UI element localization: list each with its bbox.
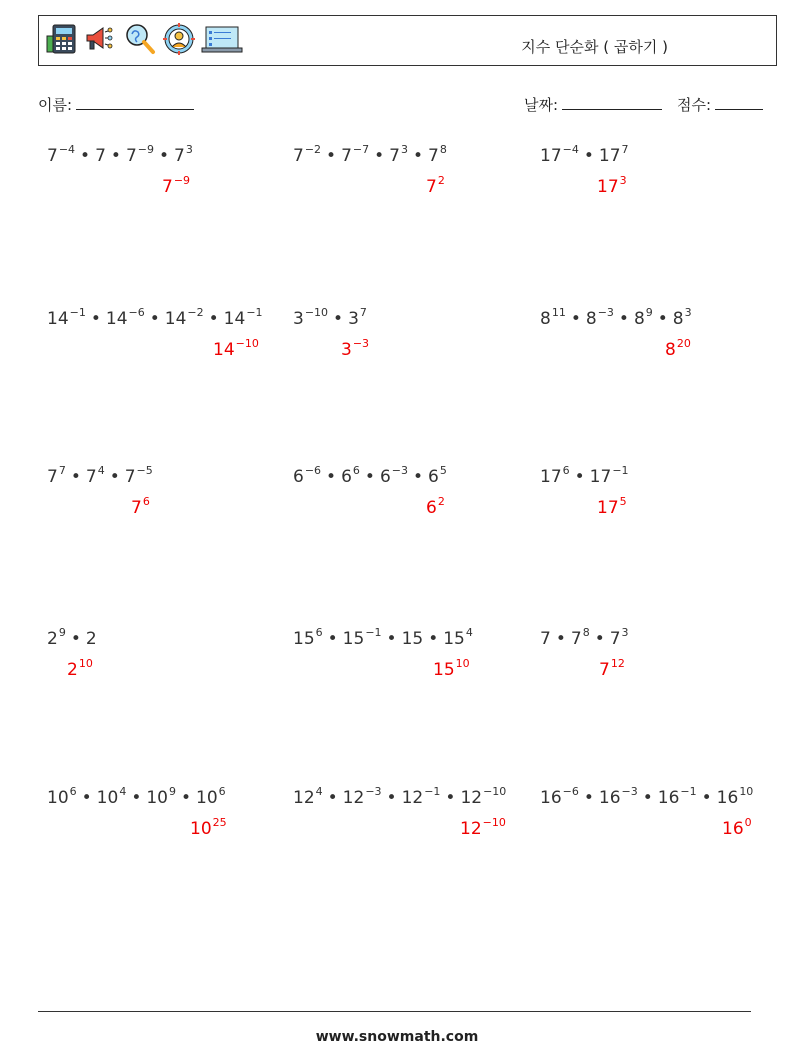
base: 2 — [85, 629, 97, 649]
multiply-dot: • — [80, 146, 91, 166]
base: 14 — [164, 309, 187, 329]
exponent: 25 — [212, 816, 227, 829]
base: 12 — [342, 788, 365, 808]
multiply-dot: • — [333, 309, 344, 329]
multiply-dot: • — [70, 467, 81, 487]
multiply-dot: • — [90, 309, 101, 329]
base: 7 — [162, 177, 173, 197]
calculator-icon — [45, 22, 79, 56]
exponent: 3 — [619, 174, 627, 187]
base: 7 — [95, 146, 106, 166]
exponent: 2 — [437, 174, 445, 187]
answer — [460, 816, 506, 839]
name-field[interactable] — [38, 94, 194, 115]
exponent: 3 — [621, 626, 629, 639]
date-blank[interactable] — [562, 95, 662, 110]
base: 12 — [460, 788, 483, 808]
exponent: 4 — [315, 785, 323, 798]
answer — [426, 495, 445, 518]
problem-expression — [540, 464, 629, 487]
base: 7 — [540, 629, 551, 649]
exponent: 6 — [142, 495, 150, 508]
multiply-dot: • — [386, 788, 397, 808]
problem-expression — [293, 785, 507, 808]
date-label: 날짜: — [524, 96, 559, 114]
exponent: 4 — [119, 785, 127, 798]
multiply-dot: • — [158, 146, 170, 166]
footer-url: www.snowmath.com — [315, 1029, 479, 1045]
base: 10 — [196, 788, 218, 808]
multiply-dot: • — [412, 467, 424, 487]
problem-expression — [540, 626, 629, 649]
user-target-icon — [162, 22, 196, 56]
answer — [426, 174, 445, 197]
multiply-dot: • — [701, 788, 712, 808]
multiply-dot: • — [81, 788, 92, 808]
exponent: −2 — [304, 143, 322, 156]
multiply-dot: • — [657, 309, 668, 329]
base: 6 — [426, 498, 437, 518]
exponent: 20 — [676, 337, 691, 350]
exponent: 10 — [455, 657, 470, 670]
problem-expression — [47, 143, 193, 166]
exponent: 10 — [78, 657, 93, 670]
exponent: −1 — [246, 306, 263, 319]
base: 14 — [47, 309, 69, 329]
exponent: −1 — [69, 306, 86, 319]
multiply-dot: • — [110, 146, 121, 166]
base: 6 — [428, 467, 439, 487]
exponent: −10 — [235, 337, 259, 350]
exponent: 11 — [551, 306, 566, 319]
base: 8 — [633, 309, 645, 329]
multiply-dot: • — [326, 467, 337, 487]
multiply-dot: • — [642, 788, 653, 808]
score-label: 점수: — [677, 96, 712, 114]
base: 8 — [540, 309, 551, 329]
exponent: 9 — [168, 785, 176, 798]
magnifier-icon — [123, 22, 157, 56]
base: 10 — [96, 788, 119, 808]
base: 17 — [597, 177, 619, 197]
answer — [665, 337, 691, 360]
multiply-dot: • — [618, 309, 629, 329]
exponent: −4 — [58, 143, 76, 156]
base: 2 — [47, 629, 58, 649]
problem-expression — [47, 785, 226, 808]
multiply-dot: • — [327, 788, 338, 808]
base: 7 — [125, 146, 137, 166]
megaphone-icon — [84, 22, 118, 56]
score-field[interactable] — [677, 94, 763, 115]
base: 17 — [589, 467, 612, 487]
base: 15 — [401, 629, 424, 649]
base: 12 — [460, 819, 482, 839]
base: 16 — [598, 788, 621, 808]
multiply-dot: • — [583, 788, 594, 808]
exponent: −1 — [365, 626, 382, 639]
answer — [67, 657, 93, 680]
base: 7 — [599, 660, 610, 680]
base: 3 — [341, 340, 352, 360]
base: 7 — [570, 629, 582, 649]
exponent: 6 — [315, 626, 323, 639]
exponent: 3 — [185, 143, 193, 156]
answer — [597, 174, 627, 197]
base: 8 — [585, 309, 597, 329]
exponent: −1 — [424, 785, 441, 798]
problem-expression — [540, 785, 754, 808]
base: 16 — [657, 788, 680, 808]
exponent: 7 — [359, 306, 367, 319]
exponent: −3 — [352, 337, 370, 350]
footer-divider — [38, 1011, 751, 1012]
base: 15 — [443, 629, 465, 649]
exponent: 9 — [58, 626, 66, 639]
answer — [599, 657, 625, 680]
exponent: 7 — [621, 143, 629, 156]
base: 8 — [665, 340, 676, 360]
answer — [597, 495, 627, 518]
exponent: −6 — [304, 464, 322, 477]
exponent: −9 — [173, 174, 191, 187]
exponent: −7 — [352, 143, 370, 156]
exponent: 0 — [744, 816, 752, 829]
name-blank[interactable] — [76, 95, 194, 110]
answer — [341, 337, 370, 360]
date-field[interactable] — [524, 94, 662, 115]
exponent: −4 — [562, 143, 579, 156]
exponent: −3 — [621, 785, 638, 798]
base: 12 — [401, 788, 424, 808]
exponent: 3 — [400, 143, 408, 156]
multiply-dot: • — [326, 146, 337, 166]
exponent: −1 — [680, 785, 697, 798]
base: 17 — [597, 498, 619, 518]
worksheet-title: 지수 단순화 ( 곱하기 ) — [521, 38, 668, 56]
base: 7 — [426, 177, 437, 197]
answer — [433, 657, 470, 680]
multiply-dot: • — [327, 629, 338, 649]
exponent: −6 — [128, 306, 145, 319]
base: 15 — [342, 629, 365, 649]
exponent: −10 — [304, 306, 329, 319]
name-label: 이름: — [38, 96, 73, 114]
multiply-dot: • — [208, 309, 219, 329]
multiply-dot: • — [109, 467, 120, 487]
base: 7 — [609, 629, 621, 649]
exponent: 12 — [610, 657, 625, 670]
laptop-icon — [201, 22, 243, 56]
multiply-dot: • — [574, 467, 585, 487]
problem-expression — [293, 143, 447, 166]
base: 3 — [293, 309, 304, 329]
base: 2 — [67, 660, 78, 680]
base: 6 — [379, 467, 391, 487]
problem-expression — [540, 143, 629, 166]
multiply-dot: • — [570, 309, 581, 329]
exponent: −10 — [482, 816, 506, 829]
answer — [162, 174, 191, 197]
exponent: 5 — [619, 495, 627, 508]
multiply-dot: • — [412, 146, 424, 166]
base: 12 — [293, 788, 315, 808]
exponent: 6 — [352, 464, 360, 477]
score-blank[interactable] — [715, 95, 763, 110]
base: 15 — [433, 660, 455, 680]
base: 17 — [598, 146, 621, 166]
multiply-dot: • — [594, 629, 605, 649]
exponent: 10 — [739, 785, 754, 798]
multiply-dot: • — [583, 146, 594, 166]
exponent: 4 — [97, 464, 105, 477]
exponent: 9 — [645, 306, 653, 319]
base: 7 — [124, 467, 136, 487]
exponent: 7 — [58, 464, 66, 477]
multiply-dot: • — [364, 467, 375, 487]
exponent: 6 — [218, 785, 226, 798]
base: 15 — [293, 629, 315, 649]
multiply-dot: • — [70, 629, 81, 649]
exponent: −3 — [391, 464, 408, 477]
header-icons — [45, 22, 243, 56]
base: 14 — [213, 340, 235, 360]
exponent: −3 — [365, 785, 382, 798]
multiply-dot: • — [131, 788, 142, 808]
multiply-dot: • — [149, 309, 160, 329]
base: 16 — [716, 788, 739, 808]
base: 10 — [146, 788, 168, 808]
exponent: −3 — [597, 306, 614, 319]
base: 7 — [174, 146, 185, 166]
base: 8 — [672, 309, 684, 329]
base: 7 — [47, 146, 58, 166]
base: 7 — [341, 146, 352, 166]
exponent: −6 — [562, 785, 579, 798]
multiply-dot: • — [386, 629, 397, 649]
problem-expression — [293, 464, 447, 487]
base: 7 — [389, 146, 400, 166]
base: 10 — [47, 788, 69, 808]
base: 14 — [105, 309, 128, 329]
problem-expression — [47, 464, 153, 487]
exponent: −1 — [612, 464, 629, 477]
multiply-dot: • — [445, 788, 456, 808]
answer — [190, 816, 227, 839]
base: 7 — [85, 467, 97, 487]
answer — [131, 495, 150, 518]
base: 7 — [131, 498, 142, 518]
exponent: 2 — [437, 495, 445, 508]
base: 16 — [540, 788, 562, 808]
exponent: 8 — [582, 626, 590, 639]
multiply-dot: • — [180, 788, 192, 808]
base: 3 — [348, 309, 359, 329]
exponent: 6 — [69, 785, 77, 798]
base: 7 — [293, 146, 304, 166]
exponent: −9 — [137, 143, 154, 156]
exponent: −5 — [136, 464, 153, 477]
multiply-dot: • — [555, 629, 566, 649]
base: 6 — [293, 467, 304, 487]
exponent: 3 — [684, 306, 692, 319]
base: 17 — [540, 146, 562, 166]
base: 7 — [428, 146, 439, 166]
exponent: 6 — [562, 464, 570, 477]
exponent: −10 — [483, 785, 507, 798]
exponent: 8 — [439, 143, 447, 156]
base: 10 — [190, 819, 212, 839]
problem-expression — [47, 626, 97, 649]
base: 6 — [341, 467, 352, 487]
base: 16 — [722, 819, 744, 839]
base: 14 — [223, 309, 246, 329]
exponent: 5 — [439, 464, 447, 477]
problem-expression — [540, 306, 692, 329]
problem-expression — [293, 626, 473, 649]
base: 7 — [47, 467, 58, 487]
multiply-dot: • — [374, 146, 385, 166]
answer — [722, 816, 752, 839]
multiply-dot: • — [428, 629, 439, 649]
exponent: 4 — [465, 626, 473, 639]
base: 17 — [540, 467, 562, 487]
problem-expression — [293, 306, 367, 329]
problem-expression — [47, 306, 263, 329]
exponent: −2 — [187, 306, 204, 319]
answer — [213, 337, 259, 360]
worksheet-header — [38, 15, 777, 66]
